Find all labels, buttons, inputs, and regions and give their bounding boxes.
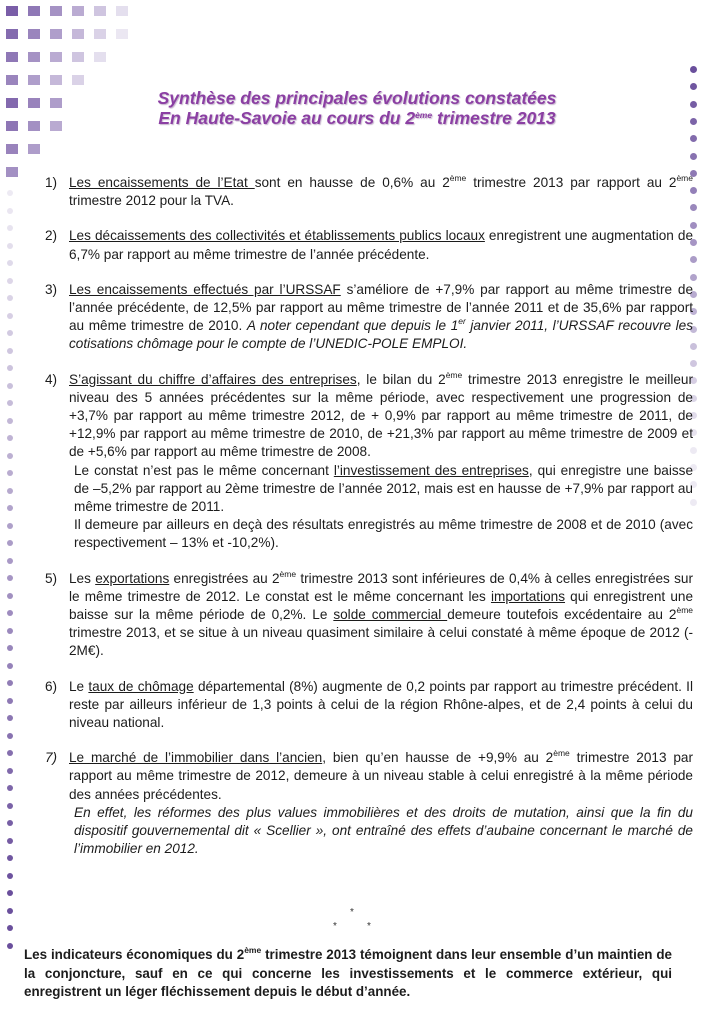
decor-square [6, 144, 18, 154]
decor-square [6, 6, 18, 16]
finding-4-paragraph-3: Il demeure par ailleurs en deçà des résultats enregistrés au même trimestre de 2008 et de 2010 (avec respectivement – 13% et -10,2%). [74, 517, 693, 551]
finding-7 [45, 749, 693, 858]
decor-dot [7, 715, 13, 721]
decor-dot [7, 698, 13, 704]
finding-2: 2) Les décaissements des collectivités et établissements publics locaux enregistrent une augmentation de 6,7% par rapport au même trimestre de l’année précédente. [45, 228, 694, 262]
finding-4-paragraph-1: S’agissant du chiffre d’affaires des entreprises, le bilan du 2ème trimestre 2013 enregistre le meilleur niveau des 5 années précédentes sur la même période, avec respectivement une progression de +3,7% par rapport au même trimestre 2012, de + 0,9% par rapport au même trimestre de 2011, de +12,9% par rapport au même trimestre de 2010, de +21,3% par rapport au même trimestre de 2009 et de +5,6% par rapport au même trimestre de 2008. [69, 369, 693, 460]
decor-dot [7, 663, 13, 669]
decor-square [28, 52, 40, 62]
decor-dot [7, 610, 13, 616]
decor-dot [7, 750, 13, 756]
item-number: 7) [45, 750, 58, 766]
decor-square [28, 75, 40, 85]
decor-dot [7, 820, 13, 826]
decor-square [72, 75, 84, 85]
finding-7-paragraph-1: Le marché de l’immobilier dans l’ancien, bien qu’en hausse de +9,9% au 2ème trimestre 2013 par rapport au même trimestre de 2012, demeure à un niveau stable à celui enregistré à la même période des années précédentes. [69, 748, 694, 802]
decor-square [72, 6, 84, 16]
decor-dot [7, 680, 13, 686]
decor-dot [7, 838, 13, 844]
item-number: 3) [45, 281, 58, 297]
decor-dot [7, 505, 13, 511]
decor-dot [7, 733, 13, 739]
decor-square [6, 52, 18, 62]
decor-dot [7, 575, 13, 581]
decor-dot [7, 348, 13, 354]
decor-dot [7, 785, 13, 791]
decor-square [28, 29, 40, 39]
title-line-2: En Haute-Savoie au cours du 2ème trimestre 2013 [158, 108, 556, 128]
finding-7-paragraph-2: En effet, les réformes des plus values immobilières et des droits de mutation, ainsi que la fin du dispositif gouvernemental dit « Scellier », ont entraîné des effets d’aubaine concernant le marché de l’immobilier en 2012. [74, 804, 693, 857]
decor-square [28, 6, 40, 16]
star-right: * [367, 921, 371, 932]
item-number: 5) [45, 570, 58, 586]
decor-dot [7, 890, 13, 896]
decor-dot [7, 803, 13, 809]
item-number: 2) [45, 228, 58, 244]
decor-dot [7, 523, 13, 529]
decor-dot [7, 645, 13, 651]
star-top: * [350, 907, 354, 918]
decor-square [94, 29, 106, 39]
decor-dot [690, 153, 697, 160]
decor-dot [7, 453, 13, 459]
decor-dot [7, 925, 13, 931]
finding-4-paragraph-2: Le constat n’est pas le même concernant l’investissement des entreprises, qui enregistre une baisse de –5,2% par rapport au 2ème trimestre de l’année 2012, mais est en hausse de +7,9% par rapport au même trimestre de 2011. [74, 462, 693, 515]
decor-dot [7, 243, 13, 249]
decor-dot [7, 470, 13, 476]
decor-dot [7, 400, 13, 406]
decor-dot [7, 418, 13, 424]
item-number: 1) [45, 175, 58, 190]
decor-dot [690, 135, 697, 142]
decor-square [72, 29, 84, 39]
decor-dot [7, 365, 13, 371]
decor-dot [7, 435, 13, 441]
decor-dot [7, 225, 13, 231]
decor-dot [7, 260, 13, 266]
decor-dot [7, 488, 13, 494]
decor-dot [7, 330, 13, 336]
decor-dot [7, 540, 13, 546]
decor-square [116, 29, 128, 39]
decor-dot [7, 593, 13, 599]
decor-square [50, 52, 62, 62]
decor-square [94, 52, 106, 62]
decor-dot [7, 208, 13, 214]
decor-square [50, 75, 62, 85]
decor-square [6, 29, 18, 39]
decor-dot [690, 66, 697, 73]
finding-1: 1) Les encaissements de l’Etat sont en hausse de 0,6% au 2ème trimestre 2013 par rapport au 2ème trimestre 2012 pour la TVA. [45, 173, 693, 209]
decor-square [50, 6, 62, 16]
decor-square [50, 29, 62, 39]
decor-dot [7, 558, 13, 564]
decor-square [72, 52, 84, 62]
decor-dot [7, 768, 13, 774]
decor-dot [7, 855, 13, 861]
decor-dot [7, 383, 13, 389]
item-number: 4) [45, 371, 58, 387]
conclusion: Les indicateurs économiques du 2ème trimestre 2013 témoignent dans leur ensemble d’un maintien de la conjoncture, sauf en ce qui concerne les investissements et le commerce extérieur, qui enregistrent un léger fléchissement depuis le début d’année. [24, 945, 672, 999]
decor-square [94, 6, 106, 16]
decor-square [6, 75, 18, 85]
finding-4 [45, 371, 693, 553]
finding-5: 5) Les exportations enregistrées au 2ème trimestre 2013 sont inférieures de 0,4% à celles enregistrées sur le même trimestre de 2012. Le constat est le même concernant les importations qui enregistrent une baisse sur la même période de 0,2%. Le solde commercial demeure toutefois excédentaire au 2ème trimestre 2013, et se situe à un niveau quasiment similaire à celui constaté à même époque de 2012 (- 2M€). [45, 568, 694, 659]
decor-dot [7, 908, 13, 914]
decor-dot [7, 313, 13, 319]
decor-dot [7, 278, 13, 284]
decor-dot [7, 190, 13, 196]
document-title [0, 88, 714, 128]
decor-dot [7, 943, 13, 949]
finding-3: 3) Les encaissements effectués par l’URSSAF s’améliore de +7,9% par rapport au même trimestre de l’année précédente, de 12,5% par rapport au même trimestre de l’année 2011 et de 35,6% par rapport au même trimestre de 2010. A noter cependant que depuis le 1er janvier 2011, l’URSSAF recouvre les cotisations chômage pour le compte de l’UNEDIC-POLE EMPLOI. [45, 281, 694, 352]
findings-list [45, 174, 693, 876]
star-left: * [333, 921, 337, 932]
finding-6: 6) Le taux de chômage départemental (8%) augmente de 0,2 points par rapport au trimestre précédent. Il reste par ailleurs inférieur de 1,3 points à celui de la région Rhône-alpes, et de 2,4 points à celui du niveau national. [45, 678, 693, 731]
decor-dot [7, 873, 13, 879]
separator-stars [323, 907, 383, 937]
decor-square [6, 167, 18, 177]
decor-square [116, 6, 128, 16]
decor-dot [7, 295, 13, 301]
decor-square [28, 144, 40, 154]
title-line-1: Synthèse des principales évolutions constatées [157, 88, 557, 108]
decor-dot [7, 628, 13, 634]
item-number: 6) [45, 678, 58, 694]
